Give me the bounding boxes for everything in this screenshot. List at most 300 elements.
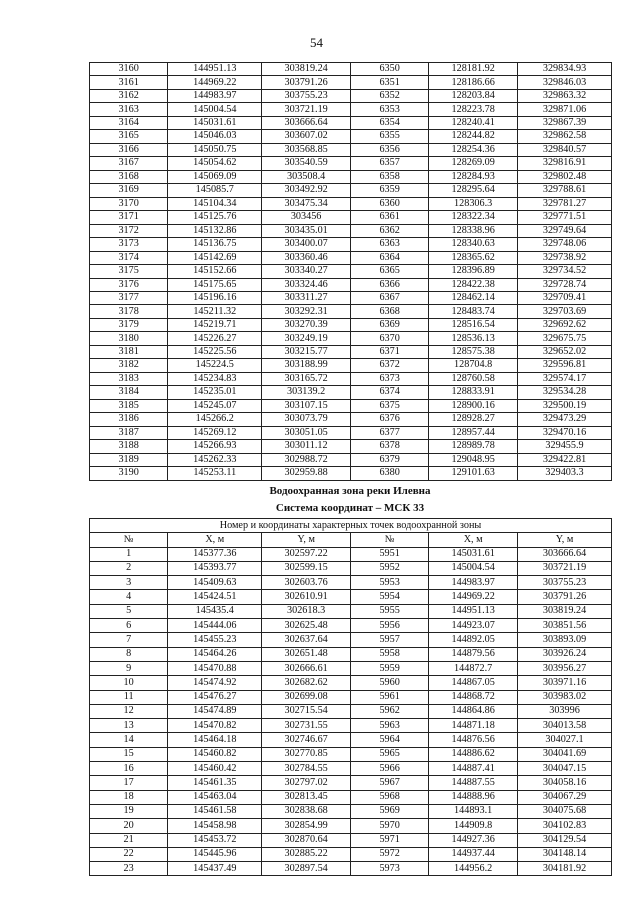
table-cell: 144893.1 [429, 804, 518, 818]
table-cell: 145453.72 [168, 833, 262, 847]
table-cell: 303568.85 [262, 143, 351, 156]
table-cell: 145461.58 [168, 804, 262, 818]
table-cell: 302625.48 [262, 619, 351, 633]
table-cell: 145132.86 [168, 224, 262, 237]
table-cell: 145175.65 [168, 278, 262, 291]
table-cell: 3171 [90, 211, 168, 224]
table-cell: 145460.82 [168, 747, 262, 761]
table-cell: 6364 [350, 251, 428, 264]
table-cell: 329473.29 [518, 413, 612, 426]
table-cell: 5960 [350, 676, 428, 690]
table-cell: 144951.13 [429, 604, 518, 618]
table-cell: 302770.85 [262, 747, 351, 761]
table-cell: 145104.34 [168, 197, 262, 210]
table-cell: 329863.32 [518, 89, 612, 102]
table-cell: 128900.16 [429, 399, 518, 412]
table-cell: 303996 [518, 704, 612, 718]
table-cell: 145262.33 [168, 453, 262, 466]
table-row [90, 690, 612, 704]
table-cell: 145235.01 [168, 386, 262, 399]
table-cell: 128365.62 [429, 251, 518, 264]
table-cell: 6377 [350, 426, 428, 439]
table-cell: 303540.59 [262, 157, 351, 170]
table-cell: 144864.86 [429, 704, 518, 718]
table-cell: 303051.05 [262, 426, 351, 439]
table-cell: 12 [90, 704, 168, 718]
table-cell: 3162 [90, 89, 168, 102]
table-cell: 145444.06 [168, 619, 262, 633]
table-cell: 6350 [350, 63, 428, 76]
column-header: № [90, 533, 168, 547]
table-cell: 128483.74 [429, 305, 518, 318]
table-cell: 145437.49 [168, 862, 262, 876]
table-row [90, 590, 612, 604]
table-cell: 3161 [90, 76, 168, 89]
table-cell: 303249.19 [262, 332, 351, 345]
table-cell: 5951 [350, 547, 428, 561]
table-cell: 6357 [350, 157, 428, 170]
table-cell: 5961 [350, 690, 428, 704]
table-cell: 144951.13 [168, 63, 262, 76]
table-cell: 302838.68 [262, 804, 351, 818]
table-cell: 304027.1 [518, 733, 612, 747]
table-cell: 303755.23 [262, 89, 351, 102]
table-cell: 145463.04 [168, 790, 262, 804]
table-cell: 14 [90, 733, 168, 747]
table-cell: 144886.62 [429, 747, 518, 761]
table-cell: 1 [90, 547, 168, 561]
table-cell: 145269.12 [168, 426, 262, 439]
table-cell: 145142.69 [168, 251, 262, 264]
table-cell: 303340.27 [262, 265, 351, 278]
table-cell: 128516.54 [429, 318, 518, 331]
zone-table-body [90, 547, 612, 876]
coordinates-table-body [90, 63, 612, 481]
table-cell: 145031.61 [168, 116, 262, 129]
table-cell: 5973 [350, 862, 428, 876]
table-cell: 329748.06 [518, 238, 612, 251]
table-cell: 145266.2 [168, 413, 262, 426]
table-row [90, 862, 612, 876]
table-cell: 303791.26 [518, 590, 612, 604]
table-cell: 144983.97 [168, 89, 262, 102]
table-cell: 3186 [90, 413, 168, 426]
table-cell: 16 [90, 762, 168, 776]
table-cell: 302988.72 [262, 453, 351, 466]
table-cell: 302885.22 [262, 847, 351, 861]
table-cell: 3166 [90, 143, 168, 156]
table-cell: 329871.06 [518, 103, 612, 116]
table-cell: 144867.05 [429, 676, 518, 690]
table-cell: 2 [90, 561, 168, 575]
table-cell: 329709.41 [518, 291, 612, 304]
table-cell: 303819.24 [518, 604, 612, 618]
table-cell: 3172 [90, 224, 168, 237]
table-caption-row [90, 519, 612, 533]
table-cell: 6376 [350, 413, 428, 426]
table-cell: 303165.72 [262, 372, 351, 385]
table-row [90, 819, 612, 833]
table-cell: 302599.15 [262, 561, 351, 575]
table-cell: 145474.89 [168, 704, 262, 718]
table-row [90, 719, 612, 733]
table-cell: 145393.77 [168, 561, 262, 575]
table-cell: 128833.91 [429, 386, 518, 399]
column-header: № [350, 533, 428, 547]
table-cell: 6370 [350, 332, 428, 345]
table-cell: 302637.64 [262, 633, 351, 647]
table-cell: 3188 [90, 440, 168, 453]
table-cell: 145069.09 [168, 170, 262, 183]
table-row [90, 63, 612, 76]
table-cell: 3185 [90, 399, 168, 412]
table-cell: 145152.66 [168, 265, 262, 278]
table-cell: 5955 [350, 604, 428, 618]
table-row [90, 647, 612, 661]
table-cell: 304148.14 [518, 847, 612, 861]
table-row [90, 561, 612, 575]
table-cell: 23 [90, 862, 168, 876]
table-cell: 128181.92 [429, 63, 518, 76]
table-cell: 304129.54 [518, 833, 612, 847]
table-cell: 5969 [350, 804, 428, 818]
table-row [90, 733, 612, 747]
table-cell: 5964 [350, 733, 428, 747]
table-cell: 128928.27 [429, 413, 518, 426]
table-cell: 8 [90, 647, 168, 661]
table-cell: 329534.28 [518, 386, 612, 399]
table-cell: 145225.56 [168, 345, 262, 358]
table-cell: 303971.16 [518, 676, 612, 690]
table-cell: 303791.26 [262, 76, 351, 89]
table-cell: 145196.16 [168, 291, 262, 304]
table-cell: 303475.34 [262, 197, 351, 210]
table-cell: 3 [90, 576, 168, 590]
table-cell: 329455.9 [518, 440, 612, 453]
table-header-row [90, 533, 612, 547]
table-cell: 144887.55 [429, 776, 518, 790]
table-row [90, 197, 612, 210]
table-row [90, 747, 612, 761]
table-row [90, 467, 612, 480]
table-cell: 329675.75 [518, 332, 612, 345]
table-cell: 5971 [350, 833, 428, 847]
table-cell: 3178 [90, 305, 168, 318]
table-cell: 144892.05 [429, 633, 518, 647]
table-cell: 303755.23 [518, 576, 612, 590]
table-row [90, 762, 612, 776]
table-cell: 21 [90, 833, 168, 847]
table-cell: 3183 [90, 372, 168, 385]
table-row [90, 278, 612, 291]
table-cell: 6371 [350, 345, 428, 358]
table-cell: 5965 [350, 747, 428, 761]
table-row [90, 576, 612, 590]
table-cell: 128306.3 [429, 197, 518, 210]
table-cell: 13 [90, 719, 168, 733]
table-row [90, 170, 612, 183]
table-cell: 3165 [90, 130, 168, 143]
table-cell: 3175 [90, 265, 168, 278]
water-protection-zone-table [89, 518, 612, 876]
table-cell: 145245.07 [168, 399, 262, 412]
table-cell: 329771.51 [518, 211, 612, 224]
table-cell: 144927.36 [429, 833, 518, 847]
table-row [90, 426, 612, 439]
table-cell: 5970 [350, 819, 428, 833]
table-cell: 5959 [350, 661, 428, 675]
coordinate-system-title: Система координат – МСК 33 [275, 502, 425, 514]
table-cell: 6368 [350, 305, 428, 318]
table-cell: 145464.26 [168, 647, 262, 661]
table-row [90, 76, 612, 89]
table-cell: 145476.27 [168, 690, 262, 704]
table-cell: 5963 [350, 719, 428, 733]
table-cell: 145085.7 [168, 184, 262, 197]
table-cell: 6379 [350, 453, 428, 466]
table-cell: 145219.71 [168, 318, 262, 331]
table-cell: 145445.96 [168, 847, 262, 861]
table-cell: 303666.64 [518, 547, 612, 561]
table-cell: 303400.07 [262, 238, 351, 251]
table-cell: 329692.62 [518, 318, 612, 331]
table-cell: 145461.35 [168, 776, 262, 790]
table-cell: 3179 [90, 318, 168, 331]
table-cell: 145004.54 [429, 561, 518, 575]
table-cell: 303492.92 [262, 184, 351, 197]
table-cell: 329422.81 [518, 453, 612, 466]
table-row [90, 238, 612, 251]
table-row [90, 833, 612, 847]
table-cell: 6360 [350, 197, 428, 210]
table-cell: 303324.46 [262, 278, 351, 291]
table-cell: 6367 [350, 291, 428, 304]
table-cell: 303139.2 [262, 386, 351, 399]
table-cell: 302959.88 [262, 467, 351, 480]
table-cell: 145435.4 [168, 604, 262, 618]
table-cell: 329802.48 [518, 170, 612, 183]
table-cell: 145409.63 [168, 576, 262, 590]
table-cell: 18 [90, 790, 168, 804]
table-cell: 9 [90, 661, 168, 675]
table-row [90, 251, 612, 264]
table-cell: 3176 [90, 278, 168, 291]
table-cell: 145211.32 [168, 305, 262, 318]
table-cell: 329840.57 [518, 143, 612, 156]
table-cell: 303011.12 [262, 440, 351, 453]
table-row [90, 776, 612, 790]
column-header: X, м [429, 533, 518, 547]
table-row [90, 359, 612, 372]
table-cell: 128536.13 [429, 332, 518, 345]
table-cell: 329574.17 [518, 372, 612, 385]
table-cell: 144888.96 [429, 790, 518, 804]
table-cell: 304041.69 [518, 747, 612, 761]
table-row [90, 619, 612, 633]
table-row [90, 372, 612, 385]
page-number: 54 [310, 35, 323, 50]
table-cell: 3170 [90, 197, 168, 210]
table-cell: 329500.19 [518, 399, 612, 412]
table-cell: 304013.58 [518, 719, 612, 733]
table-cell: 3187 [90, 426, 168, 439]
table-cell: 19 [90, 804, 168, 818]
table-cell: 329734.52 [518, 265, 612, 278]
table-cell: 329703.69 [518, 305, 612, 318]
table-cell: 144937.44 [429, 847, 518, 861]
table-cell: 302746.67 [262, 733, 351, 747]
table-cell: 3167 [90, 157, 168, 170]
table-cell: 6375 [350, 399, 428, 412]
table-cell: 303107.15 [262, 399, 351, 412]
table-row [90, 804, 612, 818]
table-cell: 10 [90, 676, 168, 690]
table-row [90, 847, 612, 861]
table-cell: 304058.16 [518, 776, 612, 790]
table-cell: 22 [90, 847, 168, 861]
table-cell: 6359 [350, 184, 428, 197]
table-cell: 7 [90, 633, 168, 647]
table-cell: 144969.22 [168, 76, 262, 89]
table-cell: 304181.92 [518, 862, 612, 876]
table-row [90, 704, 612, 718]
table-cell: 128575.38 [429, 345, 518, 358]
table-cell: 17 [90, 776, 168, 790]
table-caption: Номер и координаты характерных точек водоохранной зоны [90, 519, 612, 533]
table-cell: 6366 [350, 278, 428, 291]
column-header: Y, м [518, 533, 612, 547]
table-cell: 3168 [90, 170, 168, 183]
table-cell: 144868.72 [429, 690, 518, 704]
table-cell: 303456 [262, 211, 351, 224]
table-row [90, 661, 612, 675]
zone-title: Водоохранная зона реки Илевна [269, 485, 431, 497]
table-cell: 303311.27 [262, 291, 351, 304]
table-cell: 144871.18 [429, 719, 518, 733]
table-cell: 128284.93 [429, 170, 518, 183]
table-cell: 144956.2 [429, 862, 518, 876]
table-cell: 128462.14 [429, 291, 518, 304]
table-row [90, 143, 612, 156]
table-cell: 3190 [90, 467, 168, 480]
table-cell: 6380 [350, 467, 428, 480]
table-row [90, 413, 612, 426]
table-cell: 145470.88 [168, 661, 262, 675]
table-cell: 145224.5 [168, 359, 262, 372]
table-row [90, 440, 612, 453]
table-row [90, 305, 612, 318]
table-row [90, 676, 612, 690]
table-cell: 6354 [350, 116, 428, 129]
table-cell: 6372 [350, 359, 428, 372]
table-cell: 303956.27 [518, 661, 612, 675]
table-row [90, 116, 612, 129]
table-cell: 329862.58 [518, 130, 612, 143]
table-cell: 15 [90, 747, 168, 761]
table-cell: 303851.56 [518, 619, 612, 633]
table-cell: 128186.66 [429, 76, 518, 89]
table-cell: 303270.39 [262, 318, 351, 331]
table-cell: 144879.56 [429, 647, 518, 661]
table-cell: 144872.7 [429, 661, 518, 675]
table-row [90, 399, 612, 412]
table-cell: 329816.91 [518, 157, 612, 170]
table-row [90, 291, 612, 304]
table-cell: 302854.99 [262, 819, 351, 833]
table-cell: 145234.83 [168, 372, 262, 385]
table-cell: 303508.4 [262, 170, 351, 183]
table-cell: 128338.96 [429, 224, 518, 237]
table-cell: 3177 [90, 291, 168, 304]
table-cell: 129101.63 [429, 467, 518, 480]
table-cell: 145377.36 [168, 547, 262, 561]
table-cell: 3160 [90, 63, 168, 76]
table-cell: 3181 [90, 345, 168, 358]
table-cell: 145455.23 [168, 633, 262, 647]
table-cell: 303893.09 [518, 633, 612, 647]
table-cell: 5968 [350, 790, 428, 804]
table-cell: 3174 [90, 251, 168, 264]
table-cell: 303721.19 [262, 103, 351, 116]
table-cell: 145046.03 [168, 130, 262, 143]
table-cell: 144923.07 [429, 619, 518, 633]
table-row [90, 224, 612, 237]
table-cell: 145125.76 [168, 211, 262, 224]
table-cell: 145424.51 [168, 590, 262, 604]
column-header: X, м [168, 533, 262, 547]
table-cell: 302699.08 [262, 690, 351, 704]
table-cell: 5953 [350, 576, 428, 590]
table-cell: 6355 [350, 130, 428, 143]
table-cell: 302651.48 [262, 647, 351, 661]
table-row [90, 332, 612, 345]
table-cell: 144887.41 [429, 762, 518, 776]
table-cell: 329781.27 [518, 197, 612, 210]
table-cell: 302731.55 [262, 719, 351, 733]
table-cell: 129048.95 [429, 453, 518, 466]
table-cell: 128957.44 [429, 426, 518, 439]
table-cell: 302797.02 [262, 776, 351, 790]
table-cell: 5967 [350, 776, 428, 790]
table-cell: 303926.24 [518, 647, 612, 661]
table-cell: 6353 [350, 103, 428, 116]
table-row [90, 345, 612, 358]
table-cell: 6358 [350, 170, 428, 183]
table-cell: 304075.68 [518, 804, 612, 818]
table-cell: 145266.93 [168, 440, 262, 453]
table-cell: 6369 [350, 318, 428, 331]
table-cell: 3169 [90, 184, 168, 197]
table-cell: 329403.3 [518, 467, 612, 480]
table-cell: 5972 [350, 847, 428, 861]
table-cell: 302813.45 [262, 790, 351, 804]
table-cell: 329738.92 [518, 251, 612, 264]
table-cell: 145474.92 [168, 676, 262, 690]
table-cell: 145031.61 [429, 547, 518, 561]
table-cell: 128244.82 [429, 130, 518, 143]
table-cell: 302682.62 [262, 676, 351, 690]
table-cell: 128704.8 [429, 359, 518, 372]
table-row [90, 103, 612, 116]
table-cell: 303435.01 [262, 224, 351, 237]
table-row [90, 130, 612, 143]
table-cell: 303607.02 [262, 130, 351, 143]
table-cell: 145460.42 [168, 762, 262, 776]
table-cell: 11 [90, 690, 168, 704]
table-cell: 5956 [350, 619, 428, 633]
table-cell: 145253.11 [168, 467, 262, 480]
table-cell: 5954 [350, 590, 428, 604]
